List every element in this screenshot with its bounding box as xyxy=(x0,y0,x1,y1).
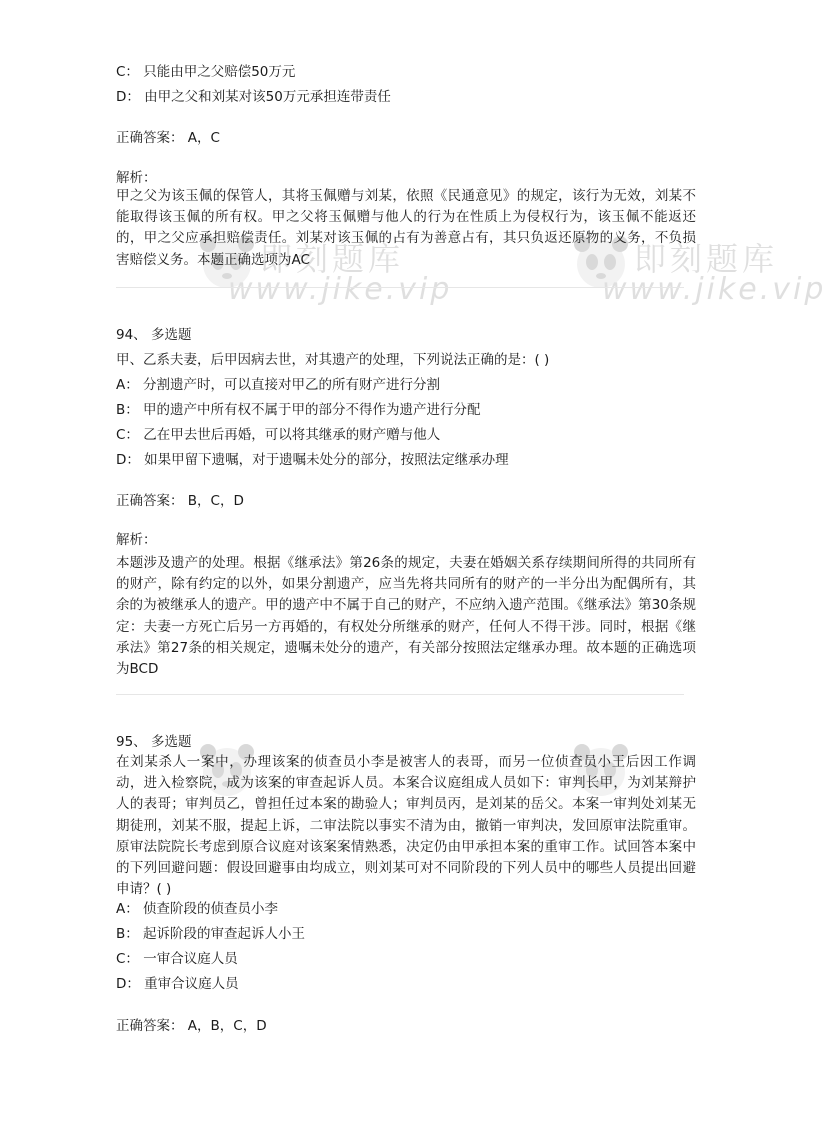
q94-analysis: 本题涉及遗产的处理。根据《继承法》第26条的规定，夫妻在婚姻关系存续期间所得的共同所有的财产，除有约定的以外，如果分割遗产，应当先将共同所有的财产的一半分出为配偶所有，其余的为被继承人的遗产。甲的遗产中不属于自己的财产，不应纳入遗产范围。《继承法》第30条规定：夫妻一方死亡后另一方再婚的，有权处分所继承的财产，任何人不得干涉。同时，根据《继承法》第27条的相关规定，遗嘱未处分的遗产，有关部分按照法定继承办理。故本题的正确选项为BCD xyxy=(116,555,696,678)
q95-stem: 在刘某杀人一案中，办理该案的侦查员小李是被害人的表哥，而另一位侦查员小王后因工作调动，进入检察院，成为该案的审查起诉人员。本案合议庭组成人员如下：审判长甲，为刘某辩护人的表哥；审判员乙，曾担任过本案的勘验人；审判员丙，是刘某的岳父。本案一审判处刘某无期徒刑，刘某不服，提起上诉，二审法院以事实不清为由，撤销一审判决，发回原审法院重审。原审法院院长考虑到原合议庭对该案案情熟悉，决定仍由甲承担本案的重审工作。试回答本案中的下列回避问题：假设回避事由均成立，则刘某可对不同阶段的下列人员中的哪些人员提出回避申请？( ) xyxy=(116,754,696,898)
divider xyxy=(116,694,684,695)
q93-option-d: D： 由甲之父和刘某对该50万元承担连带责任 xyxy=(116,89,391,105)
q95-option-c: C： 一审合议庭人员 xyxy=(116,951,238,967)
watermark-brand: 即刻题库 xyxy=(634,240,779,278)
q94-option-a: A： 分割遗产时，可以直接对甲乙的所有财产进行分割 xyxy=(116,377,441,393)
q95-header: 95、 多选题 xyxy=(116,734,192,750)
watermark-url: www.jike.vip xyxy=(602,272,826,307)
watermark-url: www.jike.vip xyxy=(228,272,453,307)
q94-option-d: D： 如果甲留下遗嘱，对于遗嘱未处分的部分，按照法定继承办理 xyxy=(116,452,509,468)
q93-analysis-label: 解析： xyxy=(116,170,157,186)
q95-option-b: B： 起诉阶段的审查起诉人小王 xyxy=(116,926,306,942)
q94-option-c: C： 乙在甲去世后再婚，可以将其继承的财产赠与他人 xyxy=(116,427,441,443)
divider xyxy=(116,287,684,288)
q95-answer: 正确答案： A，B，C，D xyxy=(116,1018,267,1034)
q94-stem: 甲、乙系夫妻，后甲因病去世，对其遗产的处理，下列说法正确的是：( ) xyxy=(116,352,550,368)
q93-option-c: C： 只能由甲之父赔偿50万元 xyxy=(116,64,296,80)
q95-option-a: A： 侦查阶段的侦查员小李 xyxy=(116,901,279,917)
q94-analysis-label: 解析： xyxy=(116,532,157,548)
q93-analysis: 甲之父为该玉佩的保管人，其将玉佩赠与刘某，依照《民通意见》的规定，该行为无效，刘某不能取得该玉佩的所有权。甲之父将玉佩赠与他人的行为在性质上为侵权行为，该玉佩不能返还的，甲之父应承担赔偿责任。刘某对该玉佩的占有为善意占有，其只负返还原物的义务，不负损害赔偿义务。本题正确选项为AC xyxy=(116,188,696,268)
q94-answer: 正确答案： B，C，D xyxy=(116,493,244,509)
q93-answer: 正确答案： A，C xyxy=(116,130,220,146)
q95-option-d: D： 重审合议庭人员 xyxy=(116,976,239,992)
q94-option-b: B： 甲的遗产中所有权不属于甲的部分不得作为遗产进行分配 xyxy=(116,402,481,418)
watermark-brand: 即刻题库 xyxy=(260,240,405,278)
q94-header: 94、 多选题 xyxy=(116,327,192,343)
